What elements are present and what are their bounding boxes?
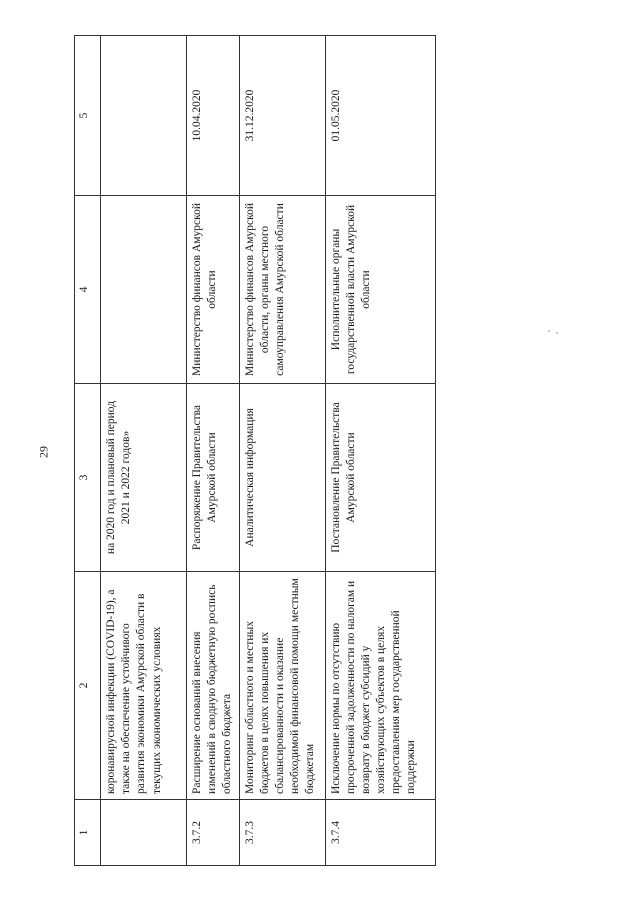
executor-cell: Министерство финансов Амурской области [187, 196, 240, 384]
row-number [101, 800, 187, 866]
row-number: 3.7.4 [325, 800, 435, 866]
executor-cell: Исполнительные органы государственной власти Амурской области [325, 196, 435, 384]
document-cell: Распоряжение Правительства Амурской области [187, 384, 240, 572]
measure-cell: Расширение оснований внесения изменений в сводную бюджетную роспись областного бюджета [187, 572, 240, 800]
scan-speck [548, 330, 550, 332]
document-cell: Аналитическая информация [239, 384, 325, 572]
table-row [187, 36, 240, 866]
table-row [239, 36, 325, 866]
row-number: 3.7.2 [187, 800, 240, 866]
header-col-1: 1 [75, 800, 101, 866]
measure-cell: коронавирусной инфекции (COVID-19), а также на обеспечение устойчивого развития экономики Амурской области в текущих экономических условиях [101, 572, 187, 800]
deadline-cell: 10.04.2020 [187, 36, 240, 196]
table-row [325, 36, 435, 866]
header-col-3: 3 [75, 384, 101, 572]
table-header-row [75, 36, 101, 866]
deadline-cell [101, 36, 187, 196]
scan-speck [556, 332, 558, 334]
rotated-table-container [74, 36, 432, 866]
deadline-cell: 31.12.2020 [239, 36, 325, 196]
row-number: 3.7.3 [239, 800, 325, 866]
header-col-4: 4 [75, 196, 101, 384]
header-col-5: 5 [75, 36, 101, 196]
executor-cell: Министерство финансов Амурской области, органы местного самоуправления Амурской области [239, 196, 325, 384]
document-cell: на 2020 год и плановый период 2021 и 2022 годов» [101, 384, 187, 572]
header-col-2: 2 [75, 572, 101, 800]
page-number: 29 [36, 446, 51, 458]
executor-cell [101, 196, 187, 384]
measure-cell: Мониторинг областного и местных бюджетов в целях повышения их сбалансированности и оказание необходимой финансовой помощи местным бюджетам [239, 572, 325, 800]
document-cell: Постановление Правительства Амурской области [325, 384, 435, 572]
measures-table [74, 35, 436, 866]
measure-cell: Исключение нормы по отсутствию просроченной задолженности по налогам и возврату в бюджет субсидий у хозяйствующих субъектов в целях предоставления мер государственной поддержки [325, 572, 435, 800]
table-row [101, 36, 187, 866]
deadline-cell: 01.05.2020 [325, 36, 435, 196]
